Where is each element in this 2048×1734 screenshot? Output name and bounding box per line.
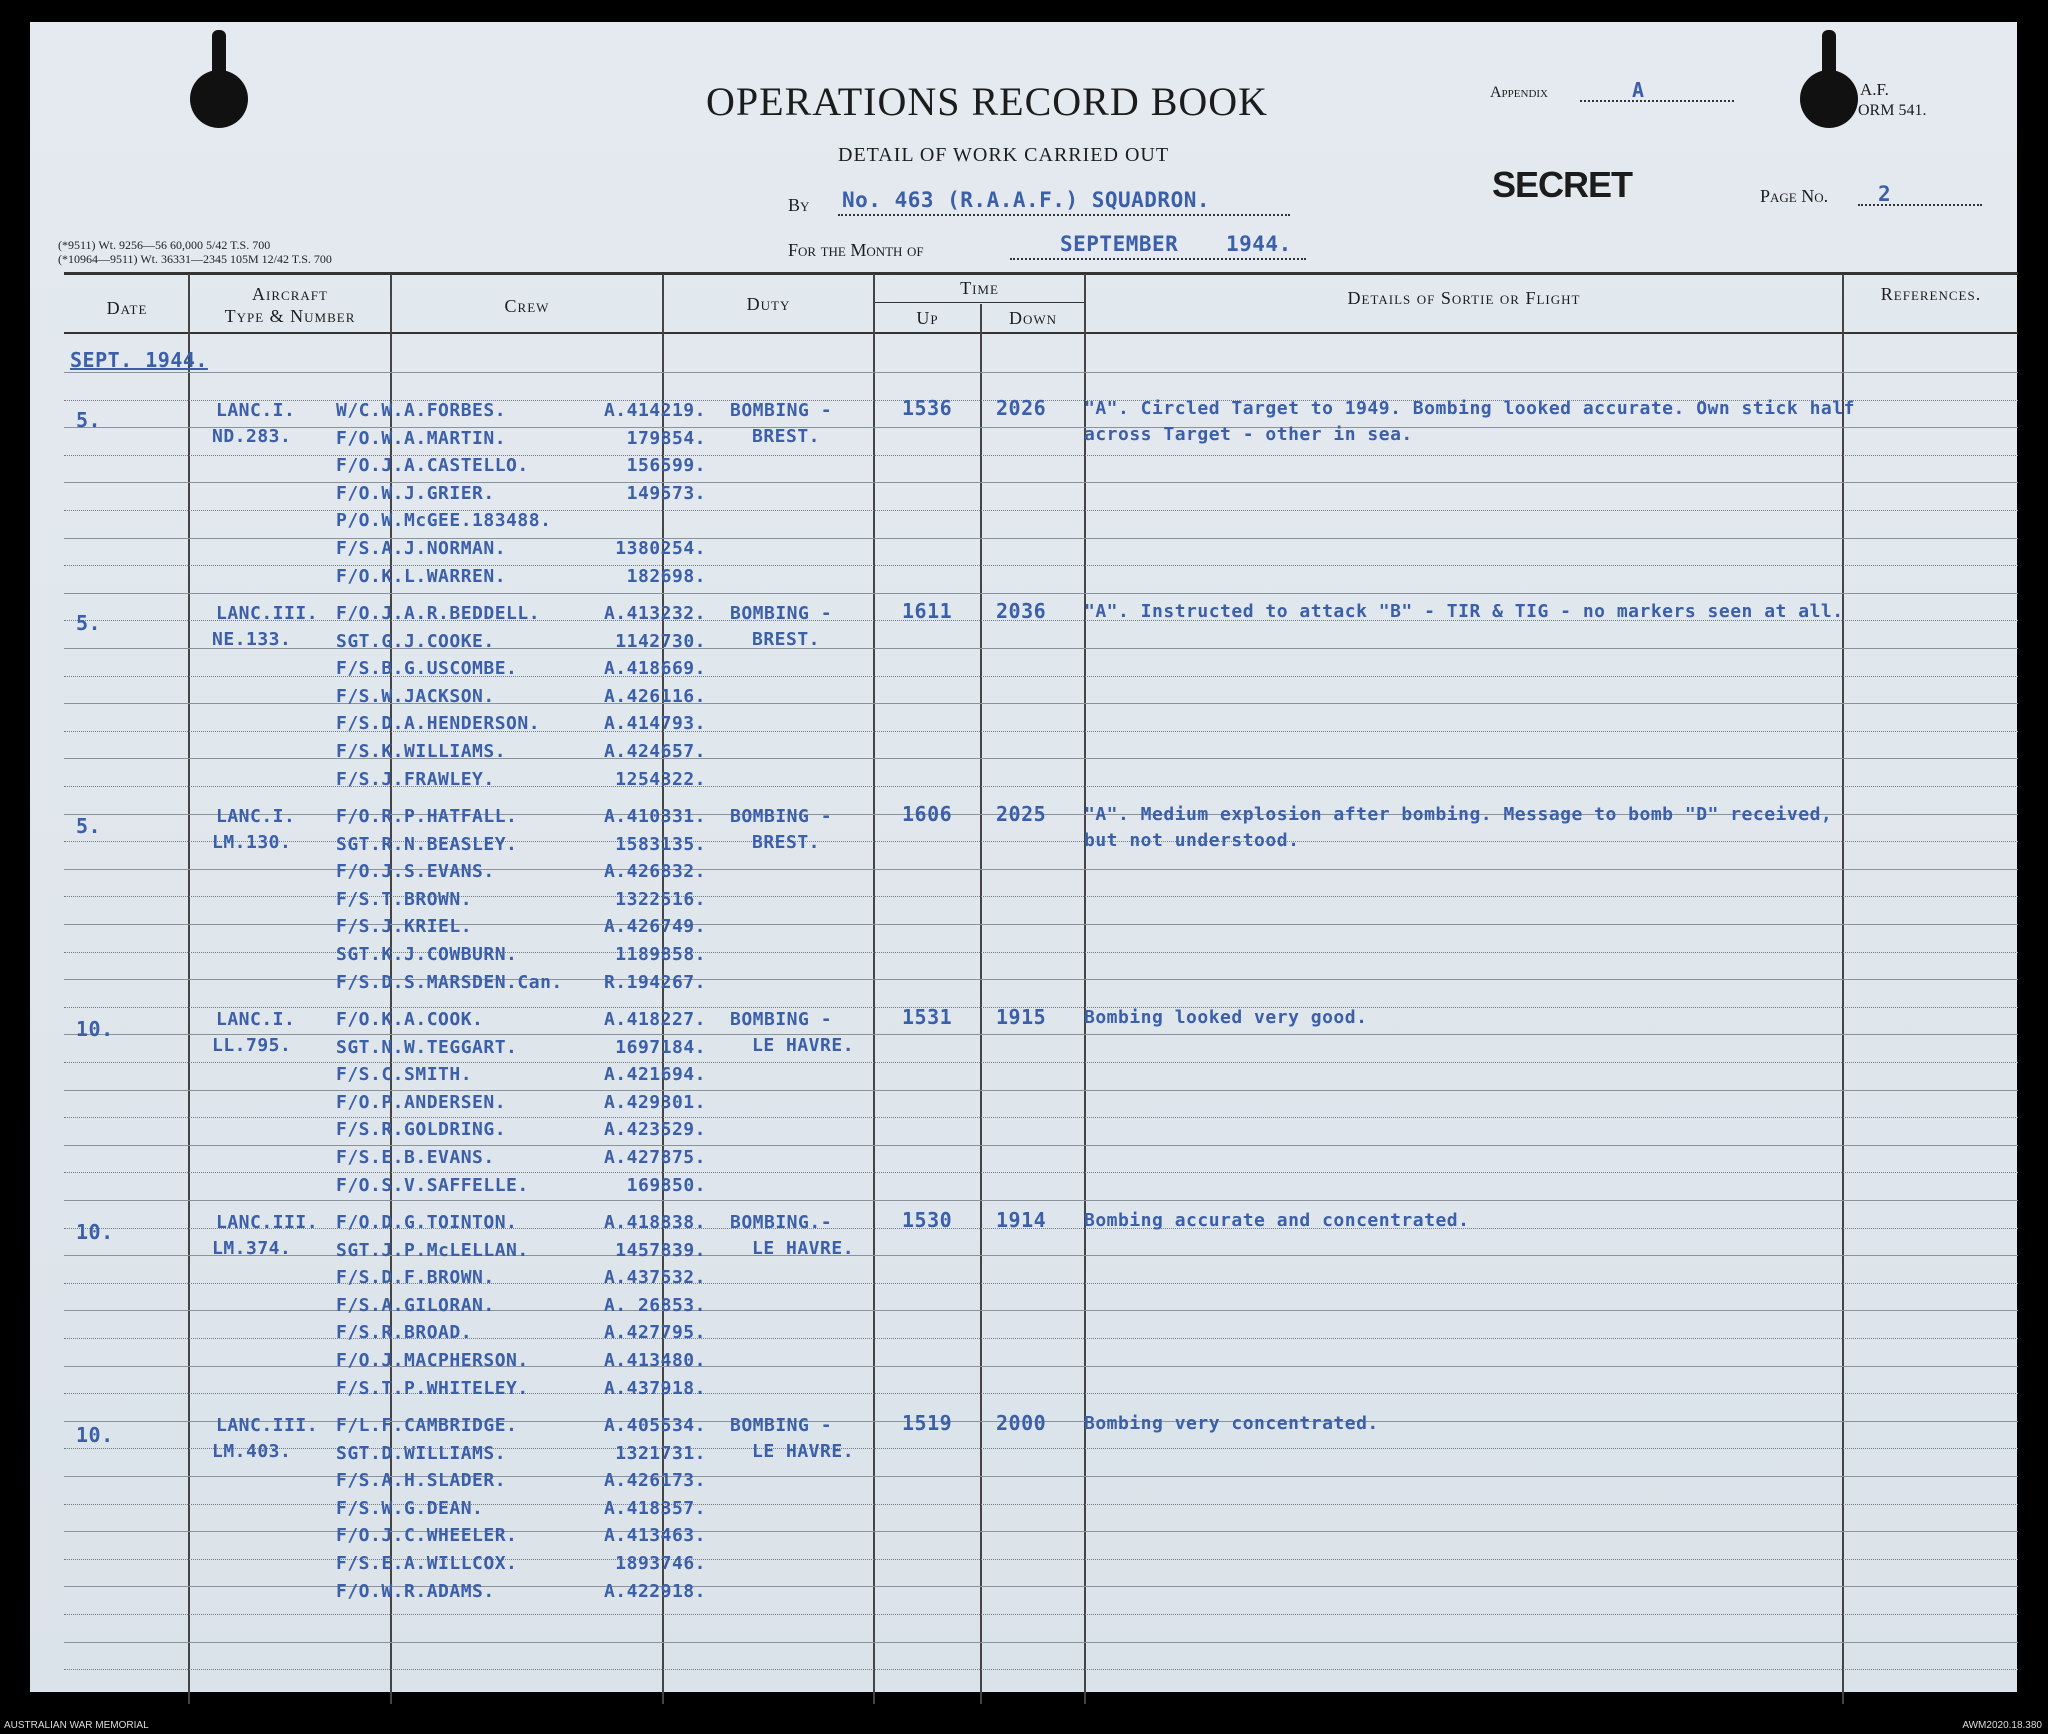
- footer-right: AWM2020.18.380: [1962, 1720, 2042, 1731]
- col-header-duty: Duty: [746, 294, 791, 314]
- crew-name: F/O.D.G.TOINTON.: [336, 1212, 518, 1233]
- ruled-line: [64, 1172, 2018, 1173]
- crew-number: A.422918.: [603, 1580, 706, 1602]
- duty-line-2: BREST.: [752, 629, 821, 650]
- table-header-rule: [64, 332, 2018, 334]
- crew-name: F/S.W.G.DEAN.: [336, 1497, 484, 1519]
- crew-name: SGT.D.WILLIAMS.: [336, 1442, 507, 1464]
- entry-date: 5.: [76, 611, 102, 635]
- col-header-crew: Crew: [504, 296, 550, 316]
- form-label-2: ORM 541.: [1858, 102, 1927, 119]
- duty-line-1: BOMBING -: [730, 806, 833, 827]
- crew-number: 149573.: [626, 482, 706, 504]
- crew-number: A.413480.: [603, 1350, 706, 1371]
- details-line-1: "A". Instructed to attack "B" - TIR & TIG - no markers seen at all.: [1084, 601, 1844, 622]
- crew-number: A.427795.: [603, 1322, 706, 1344]
- duty-line-1: BOMBING.-: [730, 1212, 833, 1233]
- entry-date: 10.: [76, 1423, 114, 1447]
- crew-number: 156599.: [626, 455, 706, 477]
- entry-date: 5.: [76, 814, 102, 838]
- crew-number: A.418838.: [603, 1212, 706, 1233]
- time-down: 1914: [996, 1208, 1047, 1232]
- crew-name: F/O.W.J.GRIER.: [336, 482, 495, 504]
- aircraft-number: LL.795.: [212, 1035, 292, 1056]
- crew-name: F/S.T.P.WHITELEY.: [336, 1377, 529, 1399]
- form-label-1: A.F.: [1860, 80, 1889, 99]
- print-code-1: (*9511) Wt. 9256—56 60,000 5/42 T.S. 700: [58, 238, 271, 252]
- crew-number: 1893746.: [615, 1553, 706, 1574]
- crew-number: A.414219.: [603, 400, 706, 421]
- time-up: 1530: [902, 1208, 953, 1232]
- crew-number: 1254322.: [615, 768, 706, 790]
- crew-number: A.418227.: [603, 1009, 706, 1030]
- crew-name: F/S.W.JACKSON.: [336, 685, 495, 707]
- crew-name: F/S.T.BROWN.: [336, 888, 473, 910]
- details-line-1: Bombing very concentrated.: [1084, 1413, 1379, 1434]
- duty-line-2: LE HAVRE.: [752, 1441, 855, 1462]
- crew-number: A.426116.: [603, 685, 706, 707]
- aircraft-type: LANC.I.: [216, 400, 296, 421]
- duty-line-1: BOMBING -: [730, 1009, 833, 1030]
- ruled-line: [64, 1642, 2018, 1643]
- crew-name: F/O.J.MACPHERSON.: [336, 1350, 529, 1371]
- ruled-line: [64, 372, 2018, 373]
- page-no-value: 2: [1878, 182, 1892, 206]
- crew-name: SGT.G.J.COOKE.: [336, 630, 495, 652]
- col-header-details: Details of Sortie or Flight: [1347, 288, 1581, 308]
- time-down: 2025: [996, 802, 1047, 826]
- aircraft-number: NE.133.: [212, 629, 292, 650]
- col-header-references: References.: [1880, 284, 1982, 304]
- crew-number: A.418357.: [603, 1497, 706, 1519]
- crew-name: F/S.A.J.NORMAN.: [336, 538, 507, 559]
- aircraft-type: LANC.I.: [216, 806, 296, 827]
- crew-name: F/S.A.GILORAN.: [336, 1294, 495, 1316]
- ruled-line: [64, 593, 2018, 594]
- page-no-dots: [1858, 204, 1982, 206]
- aircraft-type: LANC.III.: [216, 1212, 319, 1233]
- crew-name: F/S.D.F.BROWN.: [336, 1267, 495, 1289]
- duty-line-2: LE HAVRE.: [752, 1035, 855, 1056]
- entry-date: 10.: [76, 1220, 114, 1244]
- aircraft-type: LANC.I.: [216, 1009, 296, 1030]
- duty-line-1: BOMBING -: [730, 1415, 833, 1436]
- crew-name: F/S.R.BROAD.: [336, 1322, 473, 1344]
- crew-name: F/S.A.H.SLADER.: [336, 1470, 507, 1492]
- crew-name: W/C.W.A.FORBES.: [336, 400, 507, 421]
- crew-name: F/O.J.A.CASTELLO.: [336, 455, 529, 477]
- crew-number: A.427875.: [603, 1147, 706, 1168]
- duty-line-1: BOMBING -: [730, 400, 833, 421]
- binder-hole-right: [1800, 70, 1858, 128]
- month-label: For the Month of: [788, 240, 924, 260]
- col-rule-up: [980, 304, 982, 1704]
- crew-name: F/S.D.S.MARSDEN.Can.: [336, 971, 563, 993]
- col-header-time: Time: [960, 278, 999, 298]
- time-up: 1606: [902, 802, 953, 826]
- table-top-rule: [64, 272, 2018, 275]
- col-header-up: Up: [916, 308, 939, 328]
- crew-number: A.423529.: [603, 1119, 706, 1141]
- details-line-2: across Target - other in sea.: [1084, 424, 1413, 445]
- by-dots: [838, 214, 1290, 216]
- crew-number: A.418669.: [603, 658, 706, 680]
- crew-number: A.437918.: [603, 1377, 706, 1399]
- squadron-value: No. 463 (R.A.A.F.) SQUADRON.: [842, 188, 1211, 212]
- time-up: 1536: [902, 396, 953, 420]
- crew-name: F/O.K.A.COOK.: [336, 1009, 484, 1030]
- crew-name: F/O.R.P.HATFALL.: [336, 806, 518, 827]
- crew-name: SGT.K.J.COWBURN.: [336, 944, 518, 965]
- crew-name: F/O.J.A.R.BEDDELL.: [336, 603, 541, 624]
- details-line-1: "A". Medium explosion after bombing. Message to bomb "D" received,: [1084, 804, 1833, 825]
- time-down: 2036: [996, 599, 1047, 623]
- ruled-line: [64, 1090, 2018, 1091]
- details-line-2: but not understood.: [1084, 830, 1300, 851]
- ruled-line: [64, 1034, 2018, 1035]
- crew-number: 1321731.: [615, 1442, 706, 1464]
- aircraft-type: LANC.III.: [216, 1415, 319, 1436]
- crew-number: 1322516.: [615, 888, 706, 910]
- crew-name: F/S.E.A.WILLCOX.: [336, 1553, 518, 1574]
- crew-number: A. 26853.: [603, 1294, 706, 1316]
- ruled-line: [64, 1117, 2018, 1118]
- crew-number: A.413232.: [603, 603, 706, 624]
- crew-number: 1697184.: [615, 1036, 706, 1058]
- crew-name: F/O.P.ANDERSEN.: [336, 1091, 507, 1113]
- crew-number: 182698.: [626, 565, 706, 587]
- crew-name: F/O.J.C.WHEELER.: [336, 1525, 518, 1547]
- duty-line-2: BREST.: [752, 832, 821, 853]
- crew-number: A.429301.: [603, 1091, 706, 1113]
- time-up: 1531: [902, 1005, 953, 1029]
- month-value: SEPTEMBER: [1060, 232, 1179, 256]
- ruled-line: [64, 1062, 2018, 1063]
- crew-number: 169850.: [626, 1174, 706, 1196]
- crew-name: SGT.J.P.McLELLAN.: [336, 1239, 529, 1261]
- col-rule-references: [1842, 274, 1844, 1704]
- month-dots: [1010, 258, 1306, 260]
- crew-name: F/O.K.L.WARREN.: [336, 565, 507, 587]
- by-label: By: [788, 195, 810, 215]
- crew-number: 1583135.: [615, 833, 706, 855]
- record-page: [30, 22, 2017, 1692]
- crew-name: F/S.C.SMITH.: [336, 1064, 473, 1086]
- crew-number: A.426173.: [603, 1470, 706, 1492]
- crew-number: R.194267.: [603, 971, 706, 993]
- details-line-1: "A". Circled Target to 1949. Bombing looked accurate. Own stick half: [1084, 398, 1855, 419]
- crew-number: A.426749.: [603, 916, 706, 938]
- time-down: 2000: [996, 1411, 1047, 1435]
- crew-name: F/L.F.CAMBRIDGE.: [336, 1415, 518, 1436]
- crew-number: A.413463.: [603, 1525, 706, 1547]
- crew-number: 1142730.: [615, 630, 706, 652]
- ruled-line: [64, 1669, 2018, 1670]
- page-title: OPERATIONS RECORD BOOK: [706, 79, 1269, 124]
- crew-name: F/O.J.S.EVANS.: [336, 861, 495, 883]
- col-header-down: Down: [1008, 308, 1058, 328]
- duty-line-2: BREST.: [752, 426, 821, 447]
- crew-name: P/O.W.McGEE.183488.: [336, 510, 552, 532]
- crew-name: F/S.K.WILLIAMS.: [336, 741, 507, 762]
- aircraft-number: LM.130.: [212, 832, 292, 853]
- crew-number: A.424657.: [603, 741, 706, 762]
- entry-date: 5.: [76, 408, 102, 432]
- duty-line-2: LE HAVRE.: [752, 1238, 855, 1259]
- crew-number: A.437532.: [603, 1267, 706, 1289]
- month-heading: SEPT. 1944.: [70, 348, 208, 372]
- year-value: 1944.: [1226, 232, 1292, 256]
- crew-number: A.405534.: [603, 1415, 706, 1436]
- crew-name: F/S.E.B.EVANS.: [336, 1147, 495, 1168]
- page-no-label: Page No.: [1760, 186, 1829, 206]
- col-header-aircraft-sub: Type & Number: [224, 306, 356, 326]
- time-down: 2026: [996, 396, 1047, 420]
- crew-name: F/S.J.FRAWLEY.: [336, 768, 495, 790]
- time-up: 1611: [902, 599, 953, 623]
- crew-number: A.410331.: [603, 806, 706, 827]
- crew-number: 179854.: [626, 427, 706, 449]
- aircraft-type: LANC.III.: [216, 603, 319, 624]
- details-line-1: Bombing looked very good.: [1084, 1007, 1368, 1028]
- aircraft-number: LM.374.: [212, 1238, 292, 1259]
- crew-name: F/S.B.G.USCOMBE.: [336, 658, 518, 680]
- col-rule-date: [188, 274, 190, 1704]
- ruled-line: [64, 1200, 2018, 1201]
- crew-name: F/S.D.A.HENDERSON.: [336, 713, 541, 735]
- col-rule-duty: [873, 274, 875, 1704]
- crew-number: A.414793.: [603, 713, 706, 735]
- aircraft-number: ND.283.: [212, 426, 292, 447]
- crew-name: SGT.R.N.BEASLEY.: [336, 833, 518, 855]
- crew-name: F/S.R.GOLDRING.: [336, 1119, 507, 1141]
- details-line-1: Bombing accurate and concentrated.: [1084, 1210, 1470, 1231]
- appendix-dots: [1580, 100, 1734, 102]
- crew-number: 1457839.: [615, 1239, 706, 1261]
- crew-name: F/O.W.A.MARTIN.: [336, 427, 507, 449]
- crew-number: A.426832.: [603, 861, 706, 883]
- page-subtitle: DETAIL OF WORK CARRIED OUT: [838, 144, 1170, 166]
- time-up: 1519: [902, 1411, 953, 1435]
- appendix-label: Appendix: [1490, 84, 1549, 101]
- ruled-line: [64, 1145, 2018, 1146]
- crew-number: A.421694.: [603, 1064, 706, 1086]
- binder-hole-left: [190, 70, 248, 128]
- crew-number: 1189858.: [615, 944, 706, 965]
- col-header-aircraft: Aircraft: [252, 284, 328, 304]
- crew-number: 1380254.: [615, 538, 706, 559]
- col-header-date: Date: [106, 298, 148, 318]
- crew-name: F/O.W.R.ADAMS.: [336, 1580, 495, 1602]
- crew-name: F/O.S.V.SAFFELLE.: [336, 1174, 529, 1196]
- crew-name: SGT.N.W.TEGGART.: [336, 1036, 518, 1058]
- print-code-2: (*10964—9511) Wt. 36331—2345 105M 12/42 T.S. 700: [58, 252, 332, 266]
- time-subheader-rule: [873, 302, 1085, 303]
- footer-left: AUSTRALIAN WAR MEMORIAL: [4, 1720, 149, 1731]
- duty-line-1: BOMBING -: [730, 603, 833, 624]
- crew-name: F/S.J.KRIEL.: [336, 916, 473, 938]
- appendix-value: A: [1632, 78, 1645, 102]
- entry-date: 10.: [76, 1017, 114, 1041]
- time-down: 1915: [996, 1005, 1047, 1029]
- secret-stamp: SECRET: [1492, 164, 1633, 205]
- aircraft-number: LM.403.: [212, 1441, 292, 1462]
- ruled-line: [64, 1614, 2018, 1615]
- col-rule-time: [1084, 274, 1086, 1704]
